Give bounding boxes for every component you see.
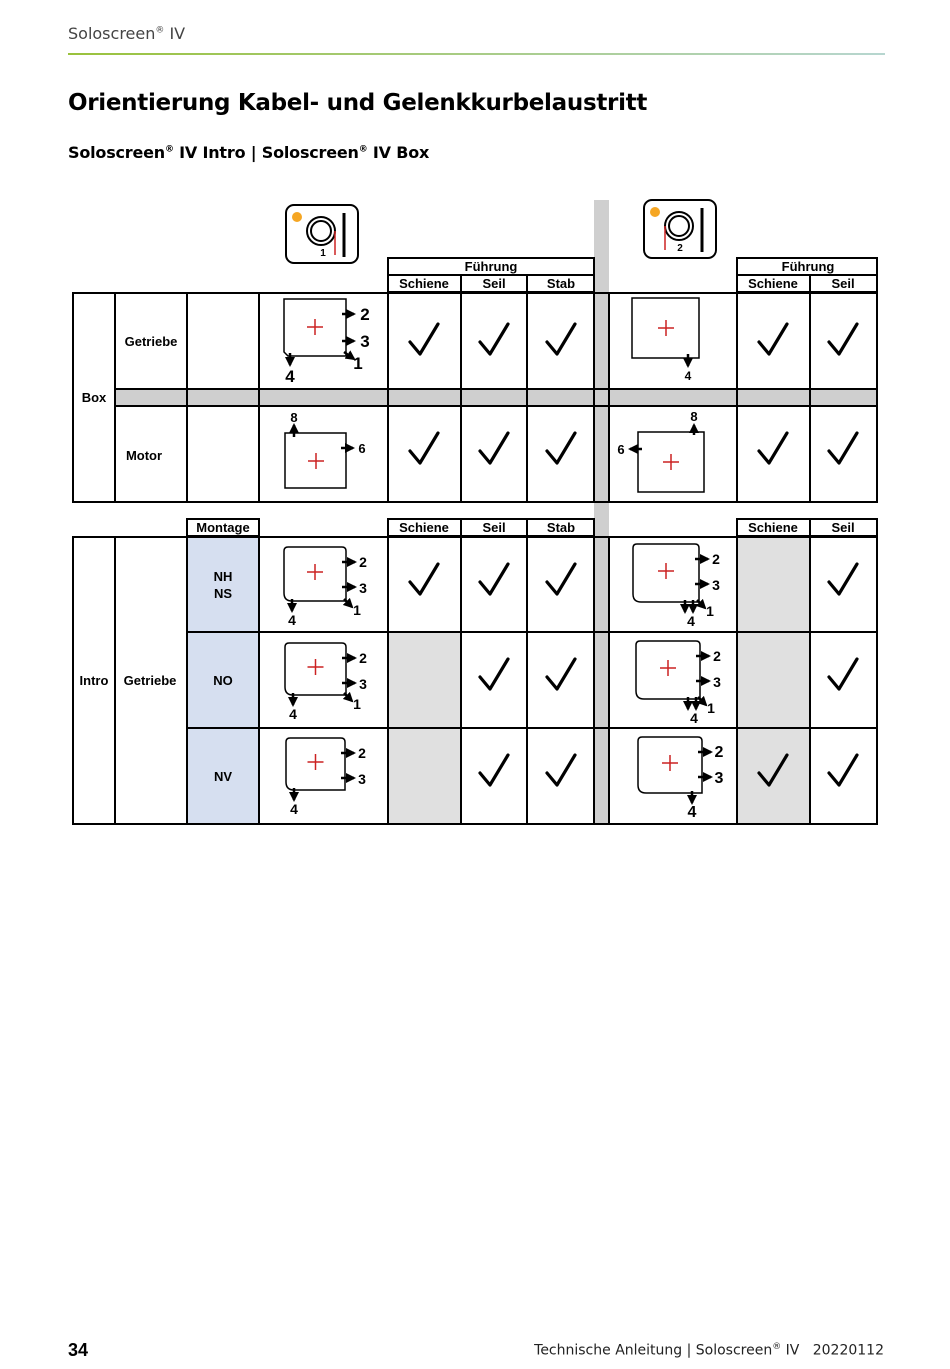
subtitle-reg-1: ® [165,144,174,155]
intro-no-left-num-4: 4 [289,706,297,722]
separator-band-intro [594,537,609,824]
page-footer [534,1342,884,1359]
page-number: 34 [68,1340,89,1360]
row-label-intro: Intro [79,673,109,688]
intro-nh-right-num-4: 4 [687,613,695,629]
hdr-top-schiene: Schiene [399,276,449,291]
intro-nv-left-plus [308,754,324,770]
intro-nh-right-num-2: 2 [712,551,720,567]
hdr-top-schiene-right: Schiene [748,276,798,291]
check-intro-r2-c4 [829,755,857,785]
check-intro-r1-c2 [547,659,575,689]
num-6: 6 [358,441,366,456]
intro-no-left-arrow-1 [344,693,352,701]
intro-nh-left-arrow-1 [344,599,352,607]
num-1: 1 [353,354,363,373]
row-label-getriebe-box: Getriebe [124,334,178,349]
intro-nh-left-plus [307,564,323,580]
hdr-top-seil: Seil [482,276,506,291]
check-box-r0-c4 [829,324,857,354]
check-box-r1-c0 [410,433,438,463]
box-getriebe-left-plus [307,319,323,335]
intro-nh-right-plus [658,563,674,579]
fuehrung-label-right: Führung [781,259,835,274]
hdr-intro-schiene: Schiene [399,520,449,535]
intro-nv-left-num-4: 4 [290,801,298,817]
intro-nv-right-plus [662,755,678,771]
intro-no-left-num-3: 3 [359,676,367,692]
check-box-r1-c1 [480,433,508,463]
check-intro-r2-c2 [547,755,575,785]
intro-schiene-right-gray [737,537,810,824]
footer-doc: Technische Anleitung | Soloscreen [534,1342,773,1359]
box-getriebe-right-plus [658,320,674,336]
intro-no-right-num-3: 3 [713,674,721,690]
check-intro-r1-c1 [480,659,508,689]
check-box-r1-c2 [547,433,575,463]
row-label-getriebe-intro: Getriebe [123,673,177,688]
check-box-r0-c1 [480,324,508,354]
check-intro-r0-c4 [829,564,857,594]
row-label-motor: Motor [125,448,163,463]
hdr-top-stab: Stab [546,276,576,291]
header-reg: ® [155,25,165,36]
intro-no-right-arrow-1 [698,697,706,705]
montage-no: NO [213,673,233,688]
intro-no-left-plus [308,659,324,675]
intro-nv-right-num-3: 3 [714,770,724,787]
num-6-r: 6 [617,442,625,457]
subtitle-part-1: Soloscreen [68,143,165,162]
intro-nv-left-num-3: 3 [358,771,366,787]
check-box-r0-c0 [410,324,438,354]
num-3: 3 [360,332,370,351]
footer-reg: ® [772,1342,782,1352]
footer-model: IV [781,1342,800,1359]
intro-nh-right-arrow-1 [697,600,705,608]
intro-nv-right-num-4: 4 [687,804,697,821]
icon-right-sun-icon [650,207,660,217]
intro-nh-right-num-3: 3 [712,577,720,593]
check-intro-r0-c2 [547,564,575,594]
check-box-r0-c3 [759,324,787,354]
icon-left-num: 1 [320,248,326,259]
montage-nv: NV [213,769,233,784]
hdr-intro-seil: Seil [482,520,506,535]
intro-nh-left-num-1: 1 [353,602,361,618]
icon-left-sun-icon [292,212,302,222]
hdr-intro-schiene-right: Schiene [748,520,798,535]
intro-no-right-plus [660,660,676,676]
footer-date: 20220112 [812,1342,884,1359]
intro-nh-right-num-1: 1 [706,603,714,619]
intro-no-left-num-1: 1 [353,696,361,712]
check-intro-r1-c4 [829,659,857,689]
check-intro-r0-c0 [410,564,438,594]
check-intro-r2-c1 [480,755,508,785]
intro-no-right-num-1: 1 [707,700,715,716]
check-intro-r0-c1 [480,564,508,594]
subtitle-reg-2: ® [358,144,368,155]
montage-label: Montage [196,520,250,535]
hdr-top-seil-right: Seil [831,276,855,291]
header-model: IV [164,24,186,43]
box-gray-row [115,389,877,406]
num-8: 8 [290,410,298,425]
subtitle-part-2: IV Intro | Soloscreen [173,143,359,162]
check-box-r0-c2 [547,324,575,354]
box-motor-right-plus [663,454,679,470]
montage-nh: NH [213,569,233,584]
subtitle-part-3: IV Box [367,143,430,162]
num-8-r: 8 [690,409,698,424]
intro-no-left-num-2: 2 [359,650,367,666]
intro-nv-left-num-2: 2 [358,745,366,761]
page-title: Orientierung Kabel- und Gelenkkurbelaustritt [68,90,648,116]
intro-nh-left-num-2: 2 [359,554,367,570]
num-2: 2 [360,305,370,324]
montage-ns: NS [213,586,233,601]
check-box-r1-c3 [759,433,787,463]
row-label-box: Box [81,390,107,405]
intro-no-right-num-4: 4 [690,710,698,726]
intro-nh-left-num-4: 4 [288,612,296,628]
header-brand: Soloscreen [68,24,156,43]
intro-nv-right-num-2: 2 [714,744,724,761]
hdr-intro-seil-right: Seil [831,520,855,535]
intro-no-right-num-2: 2 [713,648,721,664]
check-box-r1-c4 [829,433,857,463]
num-4: 4 [285,367,295,386]
num-4-r: 4 [684,369,692,383]
box-motor-left-plus [308,453,324,469]
icon-right-num: 2 [677,243,683,254]
hdr-intro-stab: Stab [546,520,576,535]
fuehrung-label-left: Führung [464,259,518,274]
intro-nh-left-num-3: 3 [359,580,367,596]
